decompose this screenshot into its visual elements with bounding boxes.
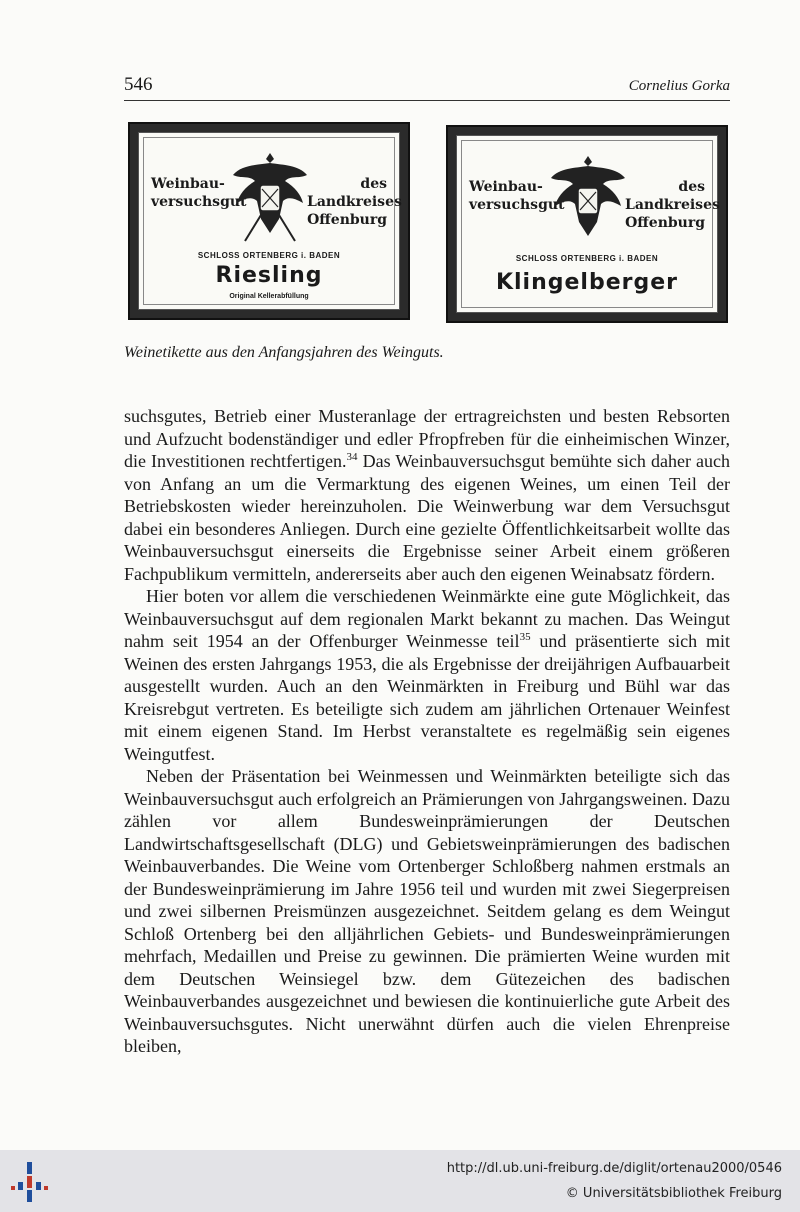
running-head-author: Cornelius Gorka	[628, 78, 730, 94]
wine-label-riesling	[128, 122, 410, 320]
permalink-url[interactable]: http://dl.ub.uni-freiburg.de/diglit/ortenau2000/0546	[446, 1161, 782, 1176]
label-variety: Riesling	[215, 263, 323, 288]
figure-caption: Weinetikette aus den Anfangsjahren des Weinguts.	[124, 344, 444, 361]
ub-freiburg-logo-icon[interactable]	[10, 1160, 50, 1204]
wine-label-klingelberger	[446, 125, 728, 323]
double-eagle-crest-icon	[231, 145, 309, 245]
label-estate-name: SCHLOSS ORTENBERG i. BADEN	[197, 251, 341, 260]
double-eagle-crest-icon	[549, 148, 627, 248]
label-estate-name: SCHLOSS ORTENBERG i. BADEN	[515, 254, 659, 263]
wine-label-frame	[456, 135, 718, 313]
copyright-notice: © Universitätsbibliothek Freiburg	[565, 1186, 782, 1201]
viewer-footer	[0, 1150, 800, 1212]
label-right-text: des Landkreises Offenburg	[625, 179, 720, 231]
paragraph: Neben der Präsentation bei Weinmessen und Weinmärkten beteiligte sich das Weinbauversuchsgut auch erfolgreich an Prämierungen von Jahrgangsweinen. Dazu zählen vor allem Bundesweinprämierungen der Deutschen Landwirtschaftsgesellschaft (DLG) und Gebietsweinprämierungen des badischen Weinbauverbandes. Die Weine vom Ortenberger Schloßberg nahmen erstmals an der Bundesweinprämierung im Jahre 1956 teil und wurden mit zwei Siegerpreisen und zwei silbernen Preismünzen ausgezeichnet. Seitdem gelang es dem Weingut Schloß Ortenberg bei den alljährlichen Gebiets- und Bundesweinprämierungen mehrfach, Medaillen und Preise zu gewinnen. Die prämierten Weine wurden mit dem Deutschen Weinsiegel bzw. dem Gütezeichen des badischen Weinbauverbandes ausgezeichnet und bewiesen die kontinuierliche gute Arbeit des Weinbauversuchsgutes. Nicht unerwähnt dürfen auch die vielen Ehrenpreise bleiben,	[124, 766, 730, 1056]
label-right-text: des Landkreises Offenburg	[307, 176, 402, 228]
label-left-text: Weinbau- versuchsgut	[151, 176, 247, 210]
label-bottling-note: Original Kellerabfüllung	[229, 293, 309, 300]
paragraph: suchsgutes, Betrieb einer Musteranlage der ertragreichsten und besten Rebsorten und Aufzucht bodenständiger und edler Pfropfreben für die einheimischen Winzer, die Investitionen rechtfertigen.$^{34}$ Das Weinbauversuchsgut bemühte sich daher auch von Anfang an um die Vermarktung des eigenen Weines, um einen Teil der Betriebskosten wieder hereinzuholen. Die Weinwerbung war dem Versuchsgut dabei ein besonderes Anliegen. Durch eine gezielte Öffentlichkeitsarbeit wollte das Weinbauversuchsgut einerseits die Ergebnisse seiner Arbeit einem größeren Fachpublikum vermitteln, andererseits aber auch den eigenen Weinabsatz fördern.	[124, 406, 730, 584]
wine-label-frame	[138, 132, 400, 310]
body-text	[124, 405, 730, 1058]
label-variety: Klingelberger	[495, 270, 679, 295]
footnote-ref[interactable]: 35	[519, 631, 531, 643]
footnote-ref[interactable]: 34	[346, 451, 358, 463]
page-number: 546	[124, 74, 153, 95]
paragraph: Hier boten vor allem die verschiedenen Weinmärkte eine gute Möglichkeit, das Weinbauversuchsgut auf dem regionalen Markt bekannt zu machen. Das Weingut nahm seit 1954 an der Offenburger Weinmesse teil$^{35}$ und präsentierte sich mit Weinen des ersten Jahrgangs 1953, die als Ergebnisse der dreijährigen Aufbauarbeit ausgestellt wurden. Auch an den Weinmärkten in Freiburg und Bühl war das Kreisrebgut vertreten. Es beteiligte sich zudem am jährlichen Ortenauer Weinfest mit einem eigenen Stand. Im Herbst veranstaltete es regelmäßig sein eigenes Weingutfest.	[124, 586, 730, 764]
page-header	[124, 74, 730, 101]
label-left-text: Weinbau- versuchsgut	[469, 179, 565, 213]
